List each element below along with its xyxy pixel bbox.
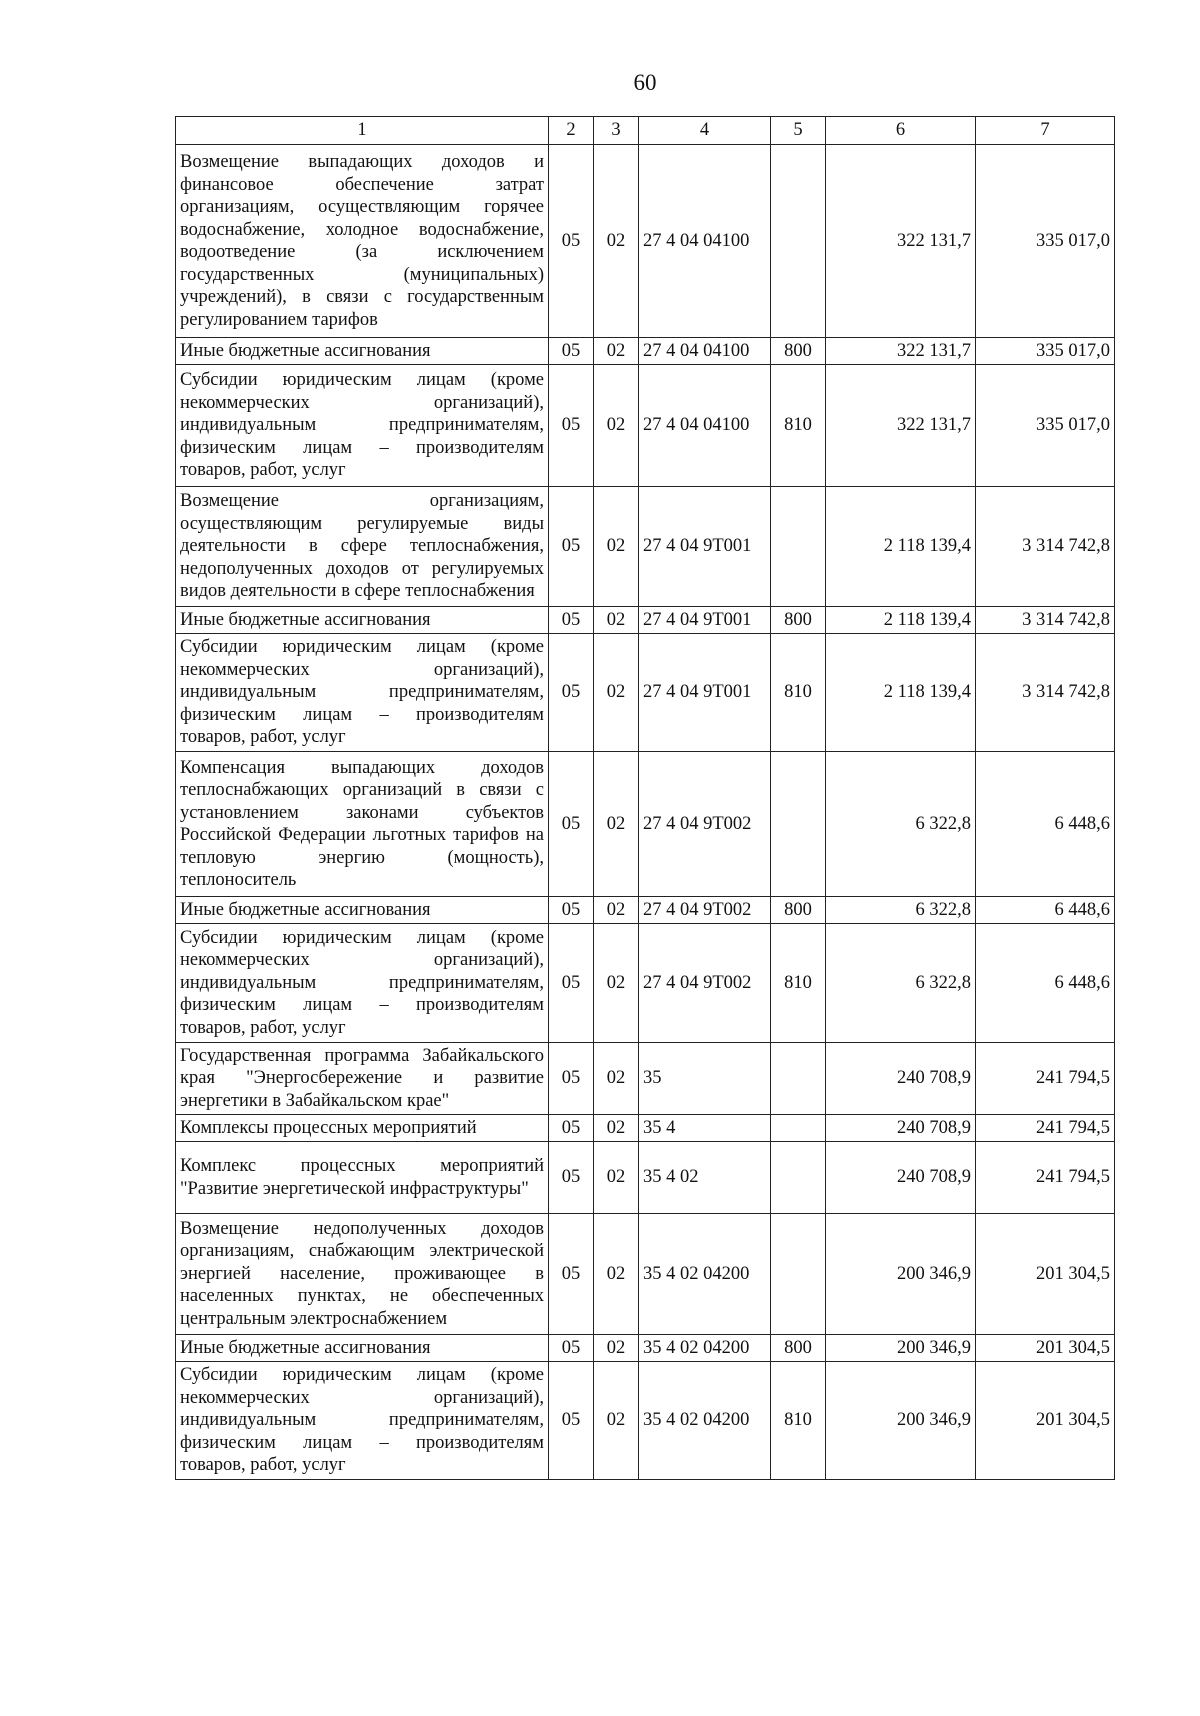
table-row: [176, 487, 1115, 607]
row-subsection: 02: [594, 1043, 639, 1115]
row-target-article: 35 4 02: [639, 1142, 771, 1214]
row-subsection: 02: [594, 1142, 639, 1214]
row-amount-2024: 322 131,7: [826, 145, 976, 338]
row-expense-type: [771, 1214, 826, 1335]
table-row: [176, 1043, 1115, 1115]
row-description: Иные бюджетные ассигнования: [176, 1335, 549, 1362]
row-expense-type: 810: [771, 365, 826, 487]
row-amount-2024: 2 118 139,4: [826, 607, 976, 634]
row-target-article: 27 4 04 04100: [639, 338, 771, 365]
row-amount-2025: 3 314 742,8: [976, 487, 1115, 607]
table-row: [176, 897, 1115, 924]
column-header: 3: [594, 117, 639, 145]
row-expense-type: 800: [771, 897, 826, 924]
row-section: 05: [549, 365, 594, 487]
table-row: [176, 752, 1115, 897]
row-target-article: 27 4 04 9Т001: [639, 634, 771, 752]
row-subsection: 02: [594, 897, 639, 924]
row-description: Комплекс процессных мероприятий "Развитие энергетической инфраструктуры": [176, 1142, 549, 1214]
row-amount-2025: 335 017,0: [976, 145, 1115, 338]
row-expense-type: [771, 1043, 826, 1115]
row-section: 05: [549, 1362, 594, 1480]
row-description: Иные бюджетные ассигнования: [176, 338, 549, 365]
row-amount-2025: 201 304,5: [976, 1335, 1115, 1362]
table-row: [176, 1142, 1115, 1214]
row-description: Комплексы процессных мероприятий: [176, 1115, 549, 1142]
table-body: [176, 145, 1115, 1480]
table-row: [176, 365, 1115, 487]
row-subsection: 02: [594, 487, 639, 607]
row-amount-2025: 6 448,6: [976, 924, 1115, 1043]
row-description: Иные бюджетные ассигнования: [176, 897, 549, 924]
row-section: 05: [549, 752, 594, 897]
row-amount-2024: 6 322,8: [826, 752, 976, 897]
row-subsection: 02: [594, 1362, 639, 1480]
row-target-article: 27 4 04 9Т001: [639, 487, 771, 607]
row-amount-2024: 322 131,7: [826, 365, 976, 487]
row-amount-2024: 6 322,8: [826, 897, 976, 924]
row-amount-2025: 201 304,5: [976, 1362, 1115, 1480]
row-section: 05: [549, 1142, 594, 1214]
row-description: Возмещение организациям, осуществляющим регулируемые виды деятельности в сфере теплоснабжения, недополученных доходов от регулируемых видов деятельности в сфере теплоснабжения: [176, 487, 549, 607]
row-section: 05: [549, 897, 594, 924]
row-amount-2025: 241 794,5: [976, 1115, 1115, 1142]
row-target-article: 27 4 04 9Т001: [639, 607, 771, 634]
row-section: 05: [549, 1214, 594, 1335]
row-expense-type: [771, 1142, 826, 1214]
row-amount-2024: 240 708,9: [826, 1115, 976, 1142]
row-subsection: 02: [594, 1115, 639, 1142]
row-section: 05: [549, 338, 594, 365]
row-subsection: 02: [594, 365, 639, 487]
row-description: Субсидии юридическим лицам (кроме некоммерческих организаций), индивидуальным предпринимателям, физическим лицам – производителям товаров, работ, услуг: [176, 634, 549, 752]
row-target-article: 27 4 04 04100: [639, 365, 771, 487]
row-amount-2025: 335 017,0: [976, 365, 1115, 487]
row-target-article: 35 4: [639, 1115, 771, 1142]
row-subsection: 02: [594, 145, 639, 338]
row-section: 05: [549, 634, 594, 752]
row-amount-2024: 200 346,9: [826, 1362, 976, 1480]
row-section: 05: [549, 1115, 594, 1142]
row-section: 05: [549, 1335, 594, 1362]
column-header: 5: [771, 117, 826, 145]
row-amount-2024: 200 346,9: [826, 1214, 976, 1335]
row-subsection: 02: [594, 338, 639, 365]
row-description: Субсидии юридическим лицам (кроме некоммерческих организаций), индивидуальным предпринимателям, физическим лицам – производителям товаров, работ, услуг: [176, 1362, 549, 1480]
row-description: Субсидии юридическим лицам (кроме некоммерческих организаций), индивидуальным предпринимателям, физическим лицам – производителям товаров, работ, услуг: [176, 924, 549, 1043]
row-expense-type: [771, 145, 826, 338]
row-expense-type: 800: [771, 607, 826, 634]
row-expense-type: [771, 487, 826, 607]
row-amount-2024: 2 118 139,4: [826, 487, 976, 607]
table-row: [176, 924, 1115, 1043]
row-expense-type: [771, 1115, 826, 1142]
row-expense-type: 800: [771, 1335, 826, 1362]
row-expense-type: 810: [771, 634, 826, 752]
row-amount-2024: 240 708,9: [826, 1142, 976, 1214]
row-amount-2025: 241 794,5: [976, 1043, 1115, 1115]
row-target-article: 27 4 04 9Т002: [639, 897, 771, 924]
row-amount-2024: 322 131,7: [826, 338, 976, 365]
row-amount-2025: 3 314 742,8: [976, 607, 1115, 634]
row-amount-2025: 6 448,6: [976, 752, 1115, 897]
column-header: 2: [549, 117, 594, 145]
row-section: 05: [549, 607, 594, 634]
row-target-article: 35 4 02 04200: [639, 1362, 771, 1480]
row-subsection: 02: [594, 752, 639, 897]
table-header-row: [176, 117, 1115, 145]
row-subsection: 02: [594, 1214, 639, 1335]
row-target-article: 35: [639, 1043, 771, 1115]
column-header: 1: [176, 117, 549, 145]
table-row: [176, 1362, 1115, 1480]
row-subsection: 02: [594, 1335, 639, 1362]
table-row: [176, 1214, 1115, 1335]
row-description: Компенсация выпадающих доходов теплоснабжающих организаций в связи с установлением законами субъектов Российской Федерации льготных тарифов на тепловую энергию (мощность), теплоноситель: [176, 752, 549, 897]
row-amount-2024: 6 322,8: [826, 924, 976, 1043]
row-amount-2024: 240 708,9: [826, 1043, 976, 1115]
row-expense-type: 810: [771, 1362, 826, 1480]
row-section: 05: [549, 1043, 594, 1115]
table-row: [176, 634, 1115, 752]
table-row: [176, 145, 1115, 338]
row-target-article: 27 4 04 9Т002: [639, 752, 771, 897]
column-header: 6: [826, 117, 976, 145]
row-subsection: 02: [594, 924, 639, 1043]
table-row: [176, 338, 1115, 365]
row-description: Иные бюджетные ассигнования: [176, 607, 549, 634]
page-number: 60: [633, 70, 657, 95]
row-target-article: 35 4 02 04200: [639, 1214, 771, 1335]
row-section: 05: [549, 924, 594, 1043]
row-expense-type: 810: [771, 924, 826, 1043]
row-target-article: 27 4 04 9Т002: [639, 924, 771, 1043]
row-description: Государственная программа Забайкальского края "Энергосбережение и развитие энергетики в Забайкальском крае": [176, 1043, 549, 1115]
row-section: 05: [549, 145, 594, 338]
budget-table: [175, 116, 1115, 1480]
table-row: [176, 1335, 1115, 1362]
table-row: [176, 1115, 1115, 1142]
row-amount-2024: 200 346,9: [826, 1335, 976, 1362]
row-description: Возмещение недополученных доходов организациям, снабжающим электрической энергией население, проживающее в населенных пунктах, не обеспеченных центральным электроснабжением: [176, 1214, 549, 1335]
row-amount-2024: 2 118 139,4: [826, 634, 976, 752]
row-target-article: 27 4 04 04100: [639, 145, 771, 338]
row-expense-type: [771, 752, 826, 897]
table-row: [176, 607, 1115, 634]
column-header: 4: [639, 117, 771, 145]
row-subsection: 02: [594, 634, 639, 752]
column-header: 7: [976, 117, 1115, 145]
row-subsection: 02: [594, 607, 639, 634]
row-amount-2025: 201 304,5: [976, 1214, 1115, 1335]
row-target-article: 35 4 02 04200: [639, 1335, 771, 1362]
row-amount-2025: 3 314 742,8: [976, 634, 1115, 752]
row-description: Возмещение выпадающих доходов и финансовое обеспечение затрат организациям, осуществляющим горячее водоснабжение, холодное водоснабжение, водоотведение (за исключением государственных (муниципальных) учреждений), в связи с государственным регулированием тарифов: [176, 145, 549, 338]
row-expense-type: 800: [771, 338, 826, 365]
row-description: Субсидии юридическим лицам (кроме некоммерческих организаций), индивидуальным предпринимателям, физическим лицам – производителям товаров, работ, услуг: [176, 365, 549, 487]
row-amount-2025: 6 448,6: [976, 897, 1115, 924]
row-section: 05: [549, 487, 594, 607]
row-amount-2025: 241 794,5: [976, 1142, 1115, 1214]
row-amount-2025: 335 017,0: [976, 338, 1115, 365]
